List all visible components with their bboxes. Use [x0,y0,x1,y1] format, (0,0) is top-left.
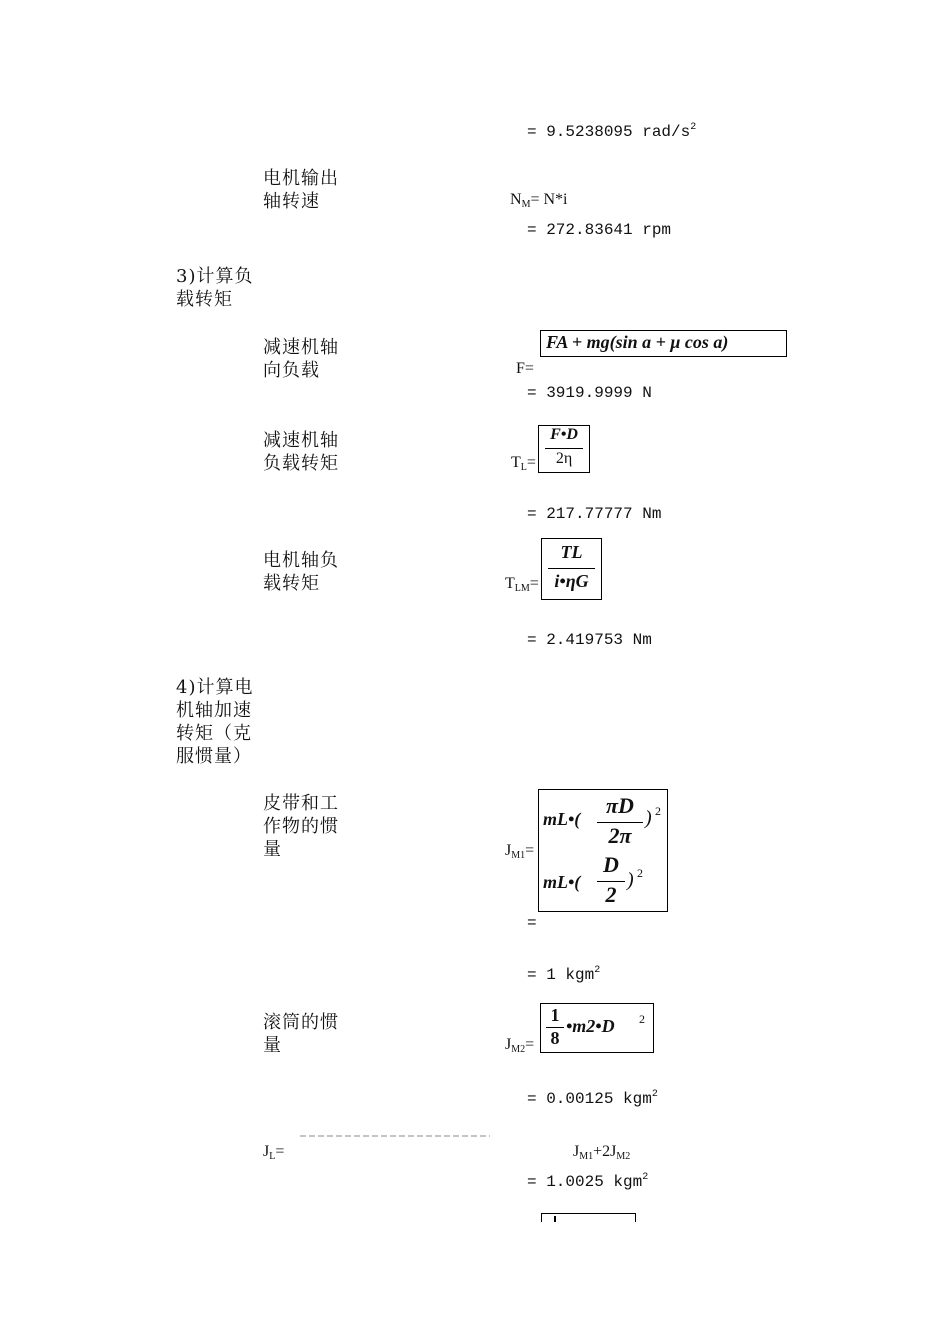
belt-inertia-eq: = [527,914,537,932]
reducer-torque-formula-box [538,425,590,473]
nm-rhs: = N*i [530,191,568,208]
total-inertia-result [527,1172,648,1191]
jm2-subscript: M2 [511,1044,526,1055]
total-inertia-result-exp: 2 [642,1172,649,1183]
nm-subscript: M [521,199,531,210]
motor-torque-formula-box [541,538,602,600]
reducer-torque-label: 减速机轴负载转矩 [263,430,339,474]
axial-load-formula-box [540,330,787,357]
belt-inertia-line1-prefix: mL•( [543,809,581,829]
reducer-torque-numerator: F•D [550,426,578,443]
close-paren: ) [627,869,634,891]
tlm-symbol: T [505,575,515,592]
drum-inertia-result [527,1089,658,1108]
belt-inertia-line2-prefix: mL•( [543,872,581,892]
drum-inertia-rest: •m2•D [566,1016,615,1036]
jl-symbol: J [263,1143,270,1160]
jm2-term-sub: M2 [616,1151,631,1162]
tlm-subscript: LM [514,583,530,594]
alpha-exponent: 2 [690,122,697,133]
belt-inertia-exp2: 2 [637,866,643,880]
section-3-heading: 3)计算负载转矩 [176,266,254,310]
drum-inertia-label: 滚筒的惯量 [263,1012,339,1056]
tl-subscript: L [520,462,527,473]
belt-inertia-result-text: = 1 kgm [527,966,595,984]
drum-inertia-result-text: = 0.00125 kgm [527,1090,652,1108]
tl-symbol: T [511,454,521,471]
jm1-term: J [573,1143,580,1160]
drum-inertia-exp: 2 [639,1012,645,1026]
belt-inertia-result-exp: 2 [594,965,601,976]
belt-inertia-result [527,965,600,984]
axial-load-label: 减速机轴向负载 [263,337,339,381]
motor-torque-result: = 2.419753 Nm [527,631,652,649]
alpha-result-text: = 9.5238095 rad/s [527,123,691,141]
fraction-bar [548,568,595,569]
motor-speed-label: 电机输出轴转速 [263,168,339,212]
drum-inertia-result-exp: 2 [651,1089,658,1100]
jm1-symbol: J [505,842,512,859]
total-inertia-lhs: $J_L=$ [263,1143,285,1162]
reducer-torque-denominator: 2η [555,450,573,467]
jm2-term: +2J [593,1143,617,1160]
fraction-bar [545,448,583,449]
motor-torque-label: 电机轴负载转矩 [263,550,339,594]
motor-torque-numerator: TL [560,542,583,562]
axial-load-result: = 3919.9999 N [527,384,652,402]
motor-speed-formula [510,191,568,210]
drum-inertia-frac-den: 8 [550,1028,560,1048]
drum-inertia-frac-num: 1 [550,1005,560,1025]
belt-inertia-line1-num: πD [606,793,634,818]
total-inertia-result-text: = 1.0025 kgm [527,1173,643,1191]
belt-inertia-lhs: $J_{M1}=$ [505,842,535,861]
reducer-torque-lhs: $T_L=$ [511,454,536,473]
motor-torque-denominator: i•ηG [554,571,589,591]
belt-inertia-formula-box [538,789,668,912]
jl-subscript: L [269,1151,276,1162]
reducer-torque-result: = 217.77777 Nm [527,505,662,523]
axial-load-formula: FA + mg(sin a + μ cos a) [546,332,729,352]
nm-symbol: N [510,191,522,208]
drum-inertia-lhs: $J_{M2}=$ [505,1036,535,1055]
alpha-result [527,122,696,141]
jm2-symbol: J [505,1036,512,1053]
motor-torque-lhs: $T_{LM}=$ [505,575,539,594]
total-inertia-formula [573,1143,630,1162]
jm1-subscript: M1 [511,850,526,861]
belt-inertia-label: 皮带和工作物的惯量 [263,793,339,860]
belt-inertia-line2-den: 2 [605,882,617,907]
drum-inertia-formula-box [540,1003,654,1053]
scan-artifact-line [300,1135,490,1137]
belt-inertia-line2-num: D [603,852,619,877]
axial-load-lhs: F= [516,360,534,377]
page-cut-mask [530,1222,660,1252]
motor-speed-result: = 272.83641 rpm [527,221,672,239]
close-paren: ) [645,807,652,829]
belt-inertia-line1-den: 2π [608,823,632,848]
jm1-term-sub: M1 [579,1151,594,1162]
section-4-heading: 4)计算电机轴加速转矩（克服惯量） [176,677,254,767]
belt-inertia-exp1: 2 [655,804,661,818]
